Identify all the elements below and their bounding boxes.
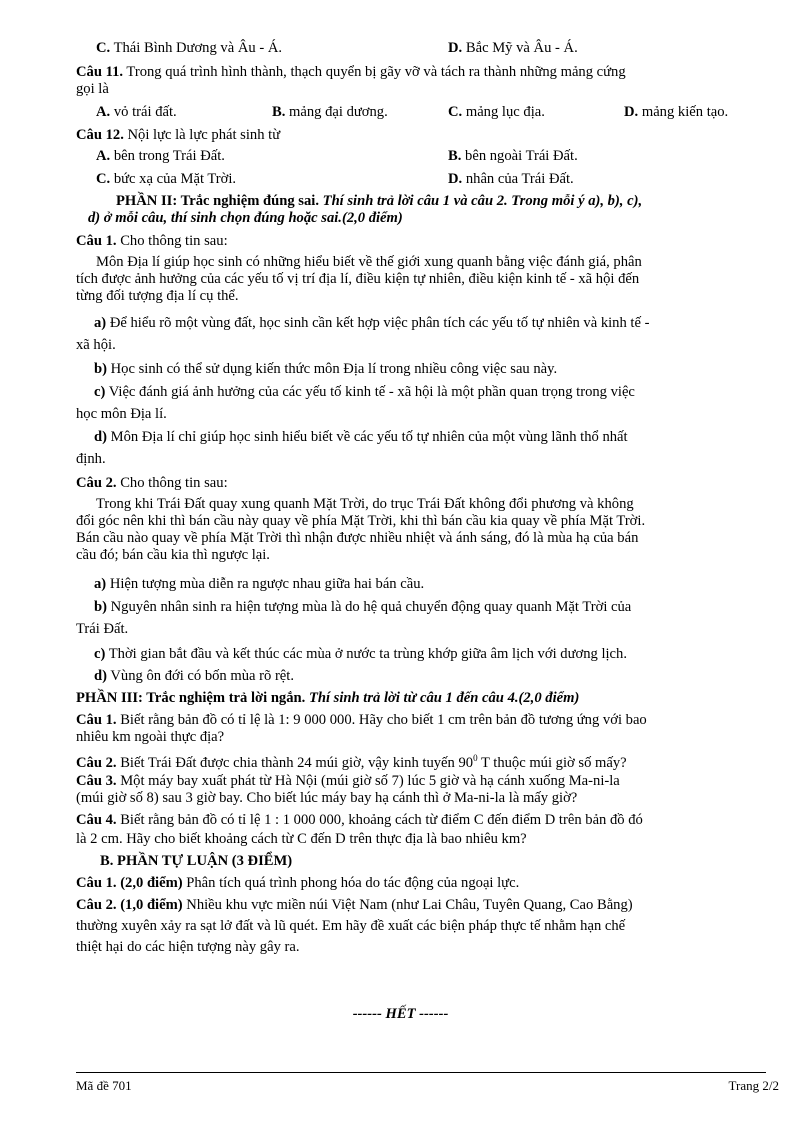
q11-option-a: A. vỏ trái đất. bbox=[96, 104, 177, 120]
q11-line-1: Câu 11. Trong quá trình hình thành, thạch quyển bị gãy vỡ và tách ra thành những mảng cứng bbox=[76, 64, 626, 80]
q11-option-d: D. mảng kiến tạo. bbox=[624, 104, 729, 120]
p2-q1-b: b) Học sinh có thể sử dụng kiến thức môn Địa lí trong nhiều công việc sau này. bbox=[94, 361, 558, 377]
part3-heading: PHẦN III: Trắc nghiệm trả lời ngắn. Thí sinh trả lời từ câu 1 đến câu 4.(2,0 điểm) bbox=[76, 690, 580, 706]
p2-q1-d-line-1: d) Môn Địa lí chỉ giúp học sinh hiểu biết về các yếu tố tự nhiên của một vùng lãnh thổ nhất bbox=[94, 429, 628, 445]
essay-heading: B. PHẦN TỰ LUẬN (3 ĐIỂM) bbox=[100, 853, 293, 869]
p2-q2-stem: Câu 2. Cho thông tin sau: bbox=[76, 475, 228, 491]
p2-q2-d: d) Vùng ôn đới có bốn mùa rõ rệt. bbox=[94, 668, 294, 684]
essay-q2-line-1: Câu 2. (1,0 điểm) Nhiều khu vực miền núi Việt Nam (như Lai Châu, Tuyên Quang, Cao Bằng) bbox=[76, 897, 633, 913]
q12-option-c: C. bức xạ của Mặt Trời. bbox=[96, 171, 237, 187]
p2-q1-c-line-1: c) Việc đánh giá ảnh hưởng của các yếu tố kinh tế - xã hội là một phần quan trọng trong việc bbox=[94, 384, 635, 400]
p3-q1-line-1: Câu 1. Biết rằng bản đồ có tỉ lệ là 1: 9 000 000. Hãy cho biết 1 cm trên bản đồ tương ứng với bao bbox=[76, 712, 647, 728]
q12-option-b: B. bên ngoài Trái Đất. bbox=[448, 148, 578, 164]
essay-q1: Câu 1. (2,0 điểm) Phân tích quá trình phong hóa do tác động của ngoại lực. bbox=[76, 875, 520, 891]
p2-q1-stem: Câu 1. Cho thông tin sau: bbox=[76, 233, 228, 249]
exam-code: Mã đề 701 bbox=[76, 1078, 132, 1093]
p2-q2-para-line-4: cầu đó; bán cầu kia thì ngược lại. bbox=[76, 547, 270, 563]
p2-q2-b-line-1: b) Nguyên nhân sinh ra hiện tượng mùa là do hệ quả chuyển động quay quanh Mặt Trời của bbox=[94, 599, 632, 615]
p2-q2-c: c) Thời gian bắt đầu và kết thúc các mùa ở nước ta trùng khớp giữa âm lịch với dương lịch. bbox=[94, 646, 627, 662]
p3-q3-line-2: (múi giờ số 8) sau 3 giờ bay. Cho biết lúc máy bay hạ cánh thì ở Ma-ni-la là mấy giờ? bbox=[76, 790, 578, 806]
q12-stem: Câu 12. Nội lực là lực phát sinh từ bbox=[76, 127, 281, 143]
page-number: Trang 2/2 bbox=[728, 1078, 779, 1093]
p2-q1-para-line-3: từng đối tượng địa lí cụ thể. bbox=[76, 288, 239, 304]
q11-option-b: B. mảng đại dương. bbox=[272, 104, 388, 120]
q10-option-c: C. Thái Bình Dương và Âu - Á. bbox=[96, 40, 283, 56]
q12-option-a: A. bên trong Trái Đất. bbox=[96, 148, 225, 164]
p2-q1-a-line-1: a) Để hiểu rõ một vùng đất, học sinh cần kết hợp việc phân tích các yếu tố tự nhiên và kinh tế - bbox=[94, 315, 650, 331]
essay-q2-line-3: thiệt hại do các hiện tượng này gây ra. bbox=[76, 939, 300, 955]
p2-q2-para-line-2: đổi góc nên khi thì bán cầu này quay về phía Mặt Trời, khi thì bán cầu kia quay về phía Mặt Trời. bbox=[76, 513, 646, 529]
p2-q2-para-line-1: Trong khi Trái Đất quay xung quanh Mặt Trời, do trục Trái Đất không đổi phương và không bbox=[96, 496, 634, 512]
p2-q2-para-line-3: Bán cầu nào quay về phía Mặt Trời thì nhận được nhiều nhiệt và ánh sáng, đó là mùa hạ của bán bbox=[76, 530, 639, 546]
p2-q1-a-line-2: xã hội. bbox=[76, 337, 116, 353]
p3-q4-line-1: Câu 4. Biết rằng bản đồ có tỉ lệ 1 : 1 000 000, khoảng cách từ điểm C đến điểm D trên bản đồ đó bbox=[76, 812, 643, 828]
p3-q2: Câu 2. Biết Trái Đất được chia thành 24 múi giờ, vậy kinh tuyến $90^0$ T thuộc múi giờ số mấy? bbox=[76, 753, 627, 771]
p3-q1-line-2: nhiêu km ngoài thực địa? bbox=[76, 729, 225, 745]
part2-heading-line-1: PHẦN II: Trắc nghiệm đúng sai. Thí sinh trả lời câu 1 và câu 2. Trong mỗi ý a), b), c), bbox=[116, 193, 643, 209]
p2-q1-para-line-1: Môn Địa lí giúp học sinh có những hiểu biết về thế giới xung quanh bằng việc đánh giá, phân bbox=[96, 254, 642, 270]
p3-q4-line-2: là 2 cm. Hãy cho biết khoảng cách từ C đến D trên thực địa là bao nhiêu km? bbox=[76, 831, 527, 847]
p2-q1-d-line-2: định. bbox=[76, 451, 106, 467]
part2-heading-line-2: d) ở mỗi câu, thí sinh chọn đúng hoặc sai.(2,0 điểm) bbox=[88, 210, 403, 226]
p3-q3-line-1: Câu 3. Một máy bay xuất phát từ Hà Nội (múi giờ số 7) lúc 5 giờ và hạ cánh xuống Ma-ni-la bbox=[76, 773, 620, 789]
p2-q1-para-line-2: tích được ảnh hưởng của các yếu tố vị trí địa lí, điều kiện tự nhiên, điều kiện kinh tế - xã hội đến bbox=[76, 271, 640, 287]
q10-option-d: D. Bắc Mỹ và Âu - Á. bbox=[448, 40, 578, 56]
q12-option-d: D. nhân của Trái Đất. bbox=[448, 171, 574, 187]
p2-q1-c-line-2: học môn Địa lí. bbox=[76, 406, 167, 422]
essay-q2-line-2: thường xuyên xảy ra sạt lở đất và lũ quét. Em hãy đề xuất các biện pháp thực tế nhằm hạn chế bbox=[76, 918, 626, 934]
q11-option-c: C. mảng lục địa. bbox=[448, 104, 545, 120]
q11-line-2: gọi là bbox=[76, 81, 109, 97]
end-mark: ------ HẾT ------ bbox=[352, 1006, 449, 1022]
p2-q2-a: a) Hiện tượng mùa diễn ra ngược nhau giữa hai bán cầu. bbox=[94, 576, 425, 592]
footer-divider bbox=[76, 1072, 766, 1073]
p2-q2-b-line-2: Trái Đất. bbox=[76, 621, 129, 637]
